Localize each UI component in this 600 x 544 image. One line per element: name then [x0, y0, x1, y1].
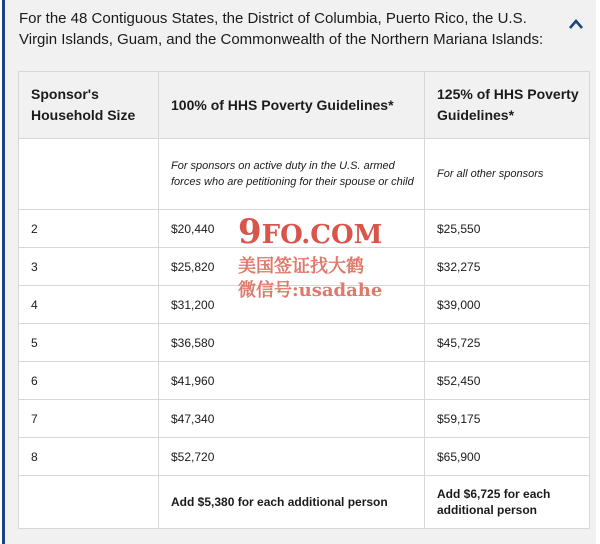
- header-125-percent: 125% of HHS Poverty Guidelines*: [425, 72, 590, 139]
- footer-cell: Add $6,725 for each additional person: [425, 476, 590, 529]
- watermark-line: 美国签证找大鹤: [238, 256, 364, 277]
- watermark-logo: 9FO.COM: [238, 212, 383, 252]
- household-size-cell: 8: [19, 438, 159, 476]
- poverty-guidelines-table: [18, 71, 590, 529]
- guideline-125-cell: $32,275: [425, 248, 590, 286]
- guideline-100-cell: $25,820: [159, 248, 425, 286]
- guideline-100-cell: $52,720: [159, 438, 425, 476]
- footer-cell: Add $5,380 for each additional person: [159, 476, 425, 529]
- household-size-cell: 7: [19, 400, 159, 438]
- header-100-percent: 100% of HHS Poverty Guidelines*: [159, 72, 425, 139]
- table-header-row: [19, 72, 590, 139]
- guideline-125-cell: $25,550: [425, 210, 590, 248]
- subheader-cell: For sponsors on active duty in the U.S. armed forces who are petitioning for their spouse or child: [159, 139, 425, 210]
- table-row: [19, 362, 590, 400]
- footer-cell: [19, 476, 159, 529]
- guideline-100-cell: $36,580: [159, 324, 425, 362]
- table-row: [19, 210, 590, 248]
- guideline-100-cell: $31,200: [159, 286, 425, 324]
- table-subheader-row: [19, 139, 590, 210]
- guideline-125-cell: $65,900: [425, 438, 590, 476]
- guideline-100-cell: $47,340: [159, 400, 425, 438]
- table-row: [19, 324, 590, 362]
- watermark-line: 微信号:usadahe: [238, 280, 383, 301]
- guideline-100-cell: $20,440: [159, 210, 425, 248]
- table-row: [19, 286, 590, 324]
- household-size-cell: 3: [19, 248, 159, 286]
- household-size-cell: 6: [19, 362, 159, 400]
- household-size-cell: 4: [19, 286, 159, 324]
- guideline-100-cell: $41,960: [159, 362, 425, 400]
- subheader-cell: [19, 139, 159, 210]
- guideline-125-cell: $39,000: [425, 286, 590, 324]
- table-footer-row: [19, 476, 590, 529]
- subheader-cell: For all other sponsors: [425, 139, 590, 210]
- guideline-125-cell: $52,450: [425, 362, 590, 400]
- household-size-cell: 2: [19, 210, 159, 248]
- table-row: [19, 438, 590, 476]
- guideline-125-cell: $59,175: [425, 400, 590, 438]
- chevron-up-icon[interactable]: [568, 18, 584, 30]
- table-row: [19, 248, 590, 286]
- accordion-title[interactable]: For the 48 Contiguous States, the District of Columbia, Puerto Rico, the U.S. Virgin Islands, Guam, and the Commonwealth of the Northern Mariana Islands:: [19, 10, 544, 48]
- household-size-cell: 5: [19, 324, 159, 362]
- header-household-size: Sponsor's Household Size: [19, 72, 159, 139]
- accordion-panel: [2, 0, 596, 544]
- table-row: [19, 400, 590, 438]
- guideline-125-cell: $45,725: [425, 324, 590, 362]
